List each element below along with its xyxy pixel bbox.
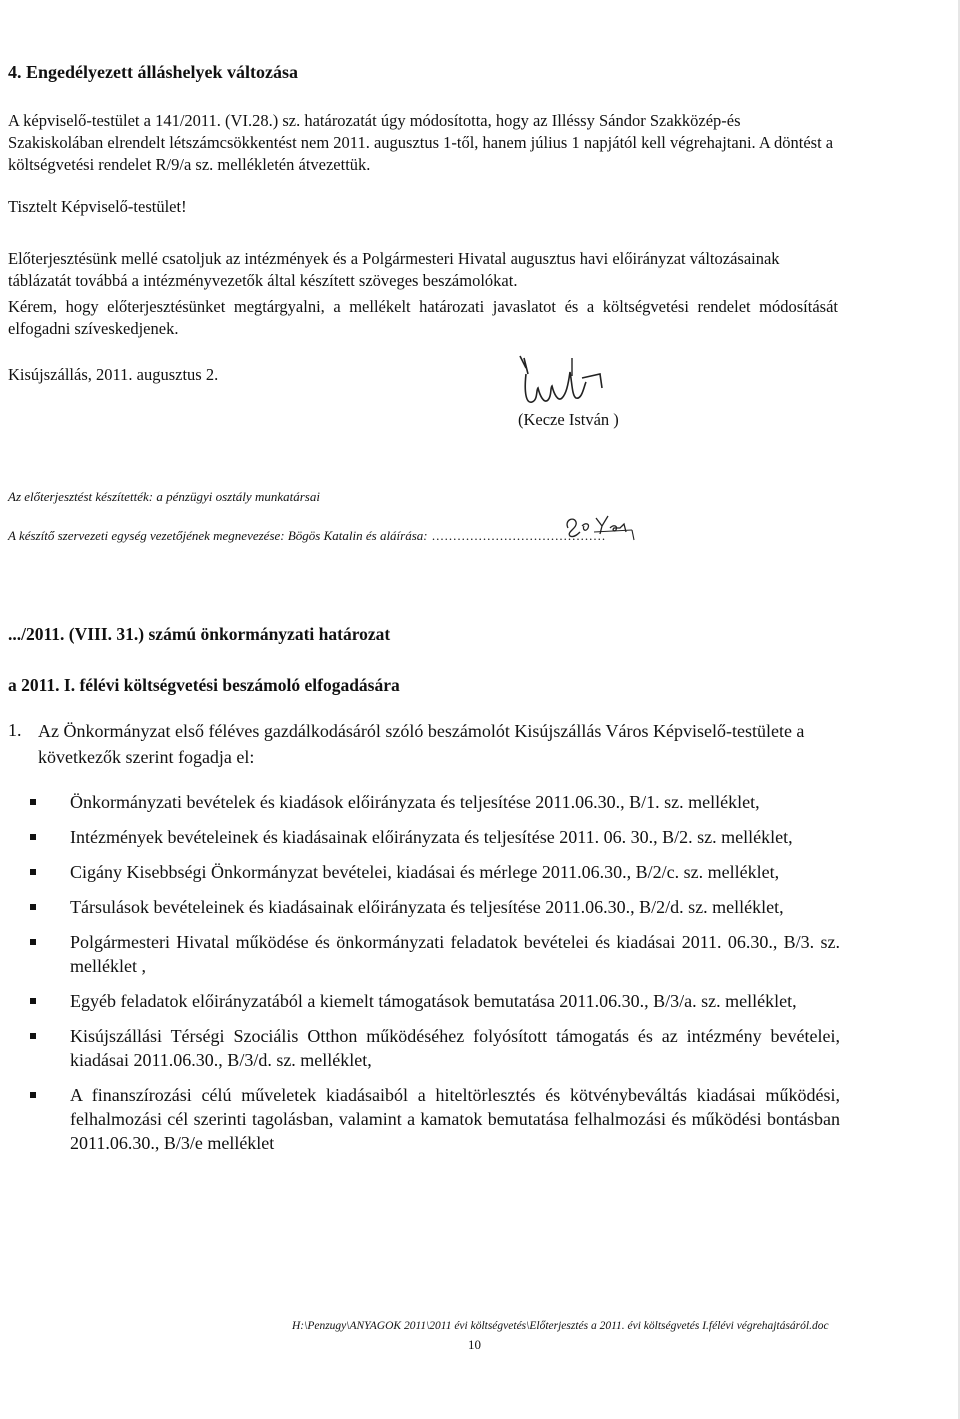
list-item <box>28 930 840 978</box>
signatory-name: (Kecze István ) <box>518 410 619 429</box>
bullet-icon <box>30 869 36 875</box>
bullet-icon <box>30 998 36 1004</box>
list-item-text: Társulások bevételeinek és kiadásainak előirányzata és teljesítése 2011.06.30., B/2/d. sz. melléklet, <box>70 897 784 917</box>
list-item-text: A finanszírozási célú műveletek kiadásaiból a hiteltörlesztés és kötvénybeváltás kiadásai működési, felhalmozási cél szerinti tagolásban, valamint a kamatok bemutatása felhalmozási és működési bontásban 2011.06.30., B/3/e melléklet <box>70 1085 840 1153</box>
point-number: 1. <box>8 720 22 740</box>
section-paragraph: A képviselő-testület a 141/2011. (VI.28.) sz. határozatát úgy módosította, hogy az Illéssy Sándor Szakközép-és Szakiskolában elrendelt létszámcsökkentést nem 2011. augusztus 1-től, hanem július 1 napjától kell végrehajtani. A döntést a költségvetési rendelet R/9/a sz. mellékletén átvezettük. <box>8 111 834 174</box>
list-item <box>28 989 840 1013</box>
date-place: Kisújszállás, 2011. augusztus 2. <box>8 365 219 384</box>
annex-list <box>28 790 840 1166</box>
leader-label: A készítő szervezeti egység vezetőjének megnevezése: Bögös Katalin és aláírása: <box>8 528 428 543</box>
list-item-text: Kisújszállási Térségi Szociális Otthon működéséhez folyósított támogatás és az intézmény bevételei, kiadásai 2011.06.30., B/3/d. sz. melléklet, <box>70 1026 840 1070</box>
list-item-text: Polgármesteri Hivatal működése és önkormányzati feladatok bevételei és kiadásai 2011. 06.30., B/3. sz. melléklet , <box>70 932 840 976</box>
list-item <box>28 790 840 814</box>
list-item <box>28 1083 840 1155</box>
handwritten-signature <box>518 352 658 412</box>
footer-file-path: H:\Penzugy\ANYAGOK 2011\2011 évi költségvetés\Előterjesztés a 2011. évi költségvetés I.félévi végrehajtásáról.doc <box>292 1320 829 1332</box>
list-item-text: Cigány Kisebbségi Önkormányzat bevételei, kiadásai és mérlege 2011.06.30., B/2/c. sz. melléklet, <box>70 862 780 882</box>
section-heading: 4. Engedélyezett álláshelyek változása <box>8 62 298 82</box>
resolution-title: a 2011. I. félévi költségvetési beszámoló elfogadására <box>8 675 400 695</box>
bullet-icon <box>30 834 36 840</box>
signature-dots: ......................................... <box>427 528 607 543</box>
list-item <box>28 1024 840 1072</box>
bullet-icon <box>30 1033 36 1039</box>
bullet-icon <box>30 1092 36 1098</box>
leader-line <box>8 528 606 544</box>
page-number: 10 <box>468 1337 481 1352</box>
list-item-text: Önkormányzati bevételek és kiadások előirányzata és teljesítése 2011.06.30., B/1. sz. melléklet, <box>70 792 760 812</box>
handwritten-initials <box>560 510 670 544</box>
list-item-text: Egyéb feladatok előirányzatából a kiemelt támogatások bemutatása 2011.06.30., B/3/a. sz. melléklet, <box>70 991 797 1011</box>
list-item-text: Intézmények bevételeinek és kiadásainak előirányzata és teljesítése 2011. 06. 30., B/2. sz. melléklet, <box>70 827 793 847</box>
bullet-icon <box>30 904 36 910</box>
letter-paragraph-2: Kérem, hogy előterjesztésünket megtárgyalni, a mellékelt határozati javaslatot és a költségvetési rendelet módosítását elfogadni szíveskedjenek. <box>8 297 838 338</box>
salutation: Tisztelt Képviselő-testület! <box>8 197 187 216</box>
resolution-number: .../2011. (VIII. 31.) számú önkormányzati határozat <box>8 624 391 644</box>
bullet-icon <box>30 939 36 945</box>
point-text: Az Önkormányzat első féléves gazdálkodásáról szóló beszámolót Kisújszállás Város Képviselő-testülete a következők szerint fogadja el: <box>38 721 805 767</box>
letter-paragraph-1: Előterjesztésünk mellé csatoljuk az intézmények és a Polgármesteri Hivatal augusztus havi előirányzat változásainak táblázatát továbbá a intézményvezetők által készített szöveges beszámolókat. <box>8 249 780 290</box>
list-item <box>28 895 840 919</box>
list-item <box>28 825 840 849</box>
list-item <box>28 860 840 884</box>
prepared-by: Az előterjesztést készítették: a pénzügyi osztály munkatársai <box>8 489 320 504</box>
bullet-icon <box>30 799 36 805</box>
